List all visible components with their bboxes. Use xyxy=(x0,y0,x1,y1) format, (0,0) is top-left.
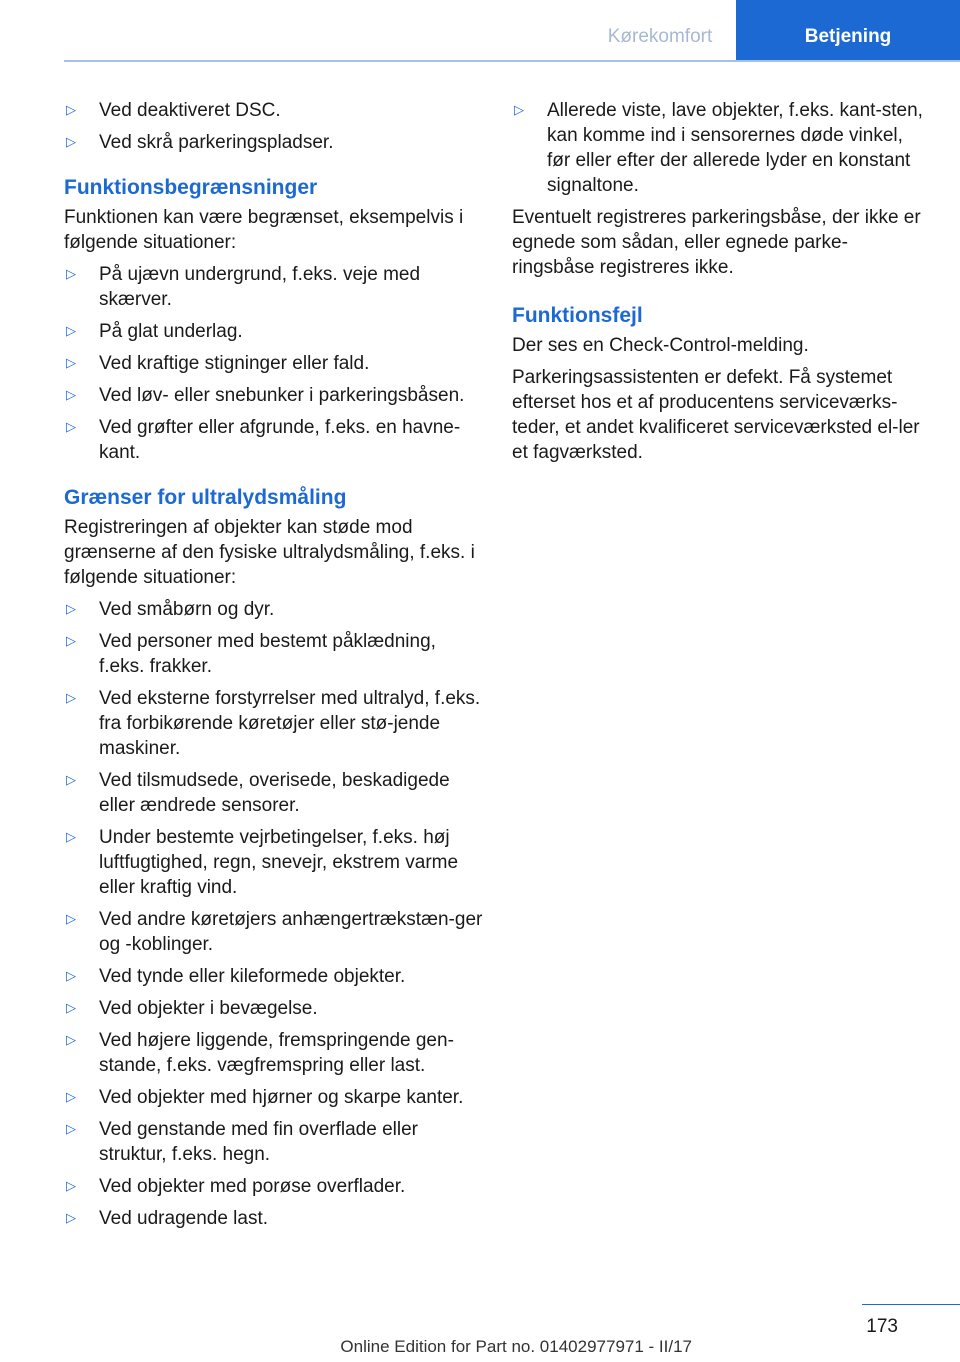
ultrasound-list xyxy=(64,597,484,1231)
list-item: ▷ Ved løv- eller snebunker i parkeringsbåsen. xyxy=(66,385,465,406)
list-item: ▷ Ved højere liggende, fremspringende gen-stande, f.eks. vægfremspring eller last. xyxy=(66,1030,454,1076)
continued-list xyxy=(512,98,924,198)
footer-divider xyxy=(862,1304,960,1305)
triangle-bullet-icon: ▷ xyxy=(66,1033,76,1048)
list-item: ▷ Ved andre køretøjers anhængertrækstæn-ger og -koblinger. xyxy=(66,909,483,955)
triangle-bullet-icon: ▷ xyxy=(66,267,76,282)
triangle-bullet-icon: ▷ xyxy=(66,773,76,788)
list-item: ▷ Ved tynde eller kileformede objekter. xyxy=(66,966,406,987)
triangle-bullet-icon: ▷ xyxy=(66,356,76,371)
triangle-bullet-icon: ▷ xyxy=(66,420,76,435)
triangle-bullet-icon: ▷ xyxy=(66,1211,76,1226)
limits-intro: Funktionen kan være begrænset, eksempelvis i følgende situationer: xyxy=(64,207,464,253)
list-item: ▷ Ved personer med bestemt påklædning, f.eks. frakker. xyxy=(66,631,436,677)
triangle-bullet-icon: ▷ xyxy=(66,691,76,706)
limits-list xyxy=(64,262,484,465)
triangle-bullet-icon: ▷ xyxy=(66,1179,76,1194)
list-item: ▷ Ved objekter i bevægelse. xyxy=(66,998,318,1019)
list-item: ▷ Ved skrå parkeringspladser. xyxy=(66,132,334,153)
list-item: ▷ Ved kraftige stigninger eller fald. xyxy=(66,353,370,374)
bay-detection-text: Eventuelt registreres parkeringsbåse, der ikke er egnede som sådan, eller egnede parke-ringsbåse registreres ikke. xyxy=(512,207,921,278)
list-item: ▷ Ved eksterne forstyrrelser med ultralyd, f.eks. fra forbikørende køretøjer eller stø-jende maskiner. xyxy=(66,688,481,759)
list-item: ▷ Ved deaktiveret DSC. xyxy=(66,100,281,121)
triangle-bullet-icon: ▷ xyxy=(66,135,76,150)
list-item: ▷ Ved udragende last. xyxy=(66,1208,269,1229)
chapter-tab[interactable]: Betjening xyxy=(736,0,960,60)
page-header xyxy=(584,0,960,60)
edition-note: Online Edition for Part no. 01402977971 - II/17 xyxy=(340,1337,692,1356)
triangle-bullet-icon: ▷ xyxy=(66,634,76,649)
section-tab[interactable]: Kørekomfort xyxy=(607,26,713,47)
list-item: ▷ På ujævn undergrund, f.eks. veje med skærver. xyxy=(66,264,421,310)
triangle-bullet-icon: ▷ xyxy=(66,1001,76,1016)
triangle-bullet-icon: ▷ xyxy=(66,388,76,403)
left-column xyxy=(64,98,484,1238)
triangle-bullet-icon: ▷ xyxy=(66,969,76,984)
triangle-bullet-icon: ▷ xyxy=(514,103,524,118)
triangle-bullet-icon: ▷ xyxy=(66,1122,76,1137)
intro-list xyxy=(64,98,484,155)
triangle-bullet-icon: ▷ xyxy=(66,602,76,617)
list-item: ▷ Ved objekter med porøse overflader. xyxy=(66,1176,406,1197)
list-item: ▷ Ved genstande med fin overflade eller struktur, f.eks. hegn. xyxy=(66,1119,418,1165)
triangle-bullet-icon: ▷ xyxy=(66,324,76,339)
right-column xyxy=(512,98,924,472)
triangle-bullet-icon: ▷ xyxy=(66,830,76,845)
list-item: ▷ Ved objekter med hjørner og skarpe kanter. xyxy=(66,1087,464,1108)
fault-heading: Funktionsfejl xyxy=(512,304,643,327)
list-item: ▷ Ved småbørn og dyr. xyxy=(66,599,275,620)
limits-heading: Funktionsbegrænsninger xyxy=(64,176,318,199)
page-number: 173 xyxy=(866,1316,898,1337)
list-item: ▷ Under bestemte vejrbetingelser, f.eks. høj luftfugtighed, regn, snevejr, ekstrem varme eller kraftig vind. xyxy=(66,827,459,898)
header-divider xyxy=(64,60,960,62)
triangle-bullet-icon: ▷ xyxy=(66,103,76,118)
list-item: ▷ Ved grøfter eller afgrunde, f.eks. en havne-kant. xyxy=(66,417,461,463)
triangle-bullet-icon: ▷ xyxy=(66,1090,76,1105)
ultrasound-intro: Registreringen af objekter kan støde mod grænserne af den fysiske ultralydsmåling, f.eks. i følgende situationer: xyxy=(64,517,475,588)
fault-text-2: Parkeringsassistenten er defekt. Få systemet efterset hos et af producentens serviceværks-teder, et andet kvalificeret serviceværksted el-ler et fagværksted. xyxy=(512,367,920,463)
list-item: ▷ På glat underlag. xyxy=(66,321,243,342)
list-item: ▷ Allerede viste, lave objekter, f.eks. kant-sten, kan komme ind i sensorernes døde vinkel, før eller efter der allerede lyder en konstant signaltone. xyxy=(514,100,923,196)
fault-text-1: Der ses en Check-Control-melding. xyxy=(512,335,809,356)
triangle-bullet-icon: ▷ xyxy=(66,912,76,927)
list-item: ▷ Ved tilsmudsede, overisede, beskadigede eller ændrede sensorer. xyxy=(66,770,450,816)
ultrasound-heading: Grænser for ultralydsmåling xyxy=(64,486,347,509)
